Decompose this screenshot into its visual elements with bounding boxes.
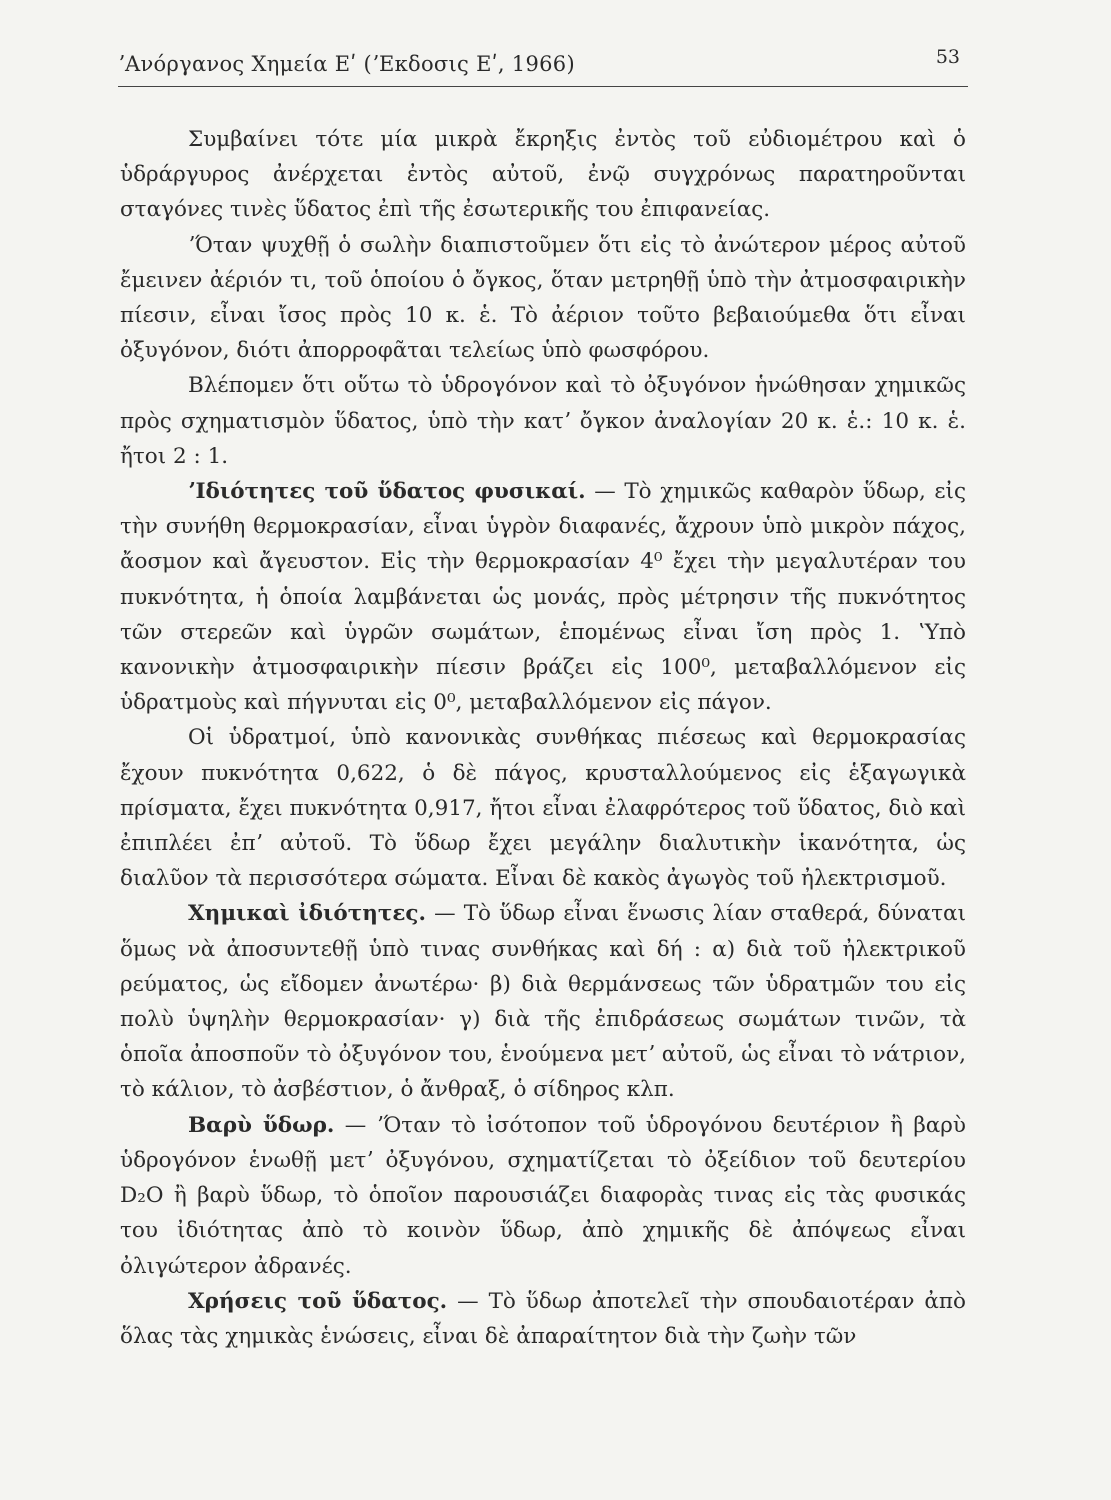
paragraph-heading: ʼΙδιότητες τοῦ ὕδατος φυσικαί. [188,479,586,505]
paragraph [120,720,966,896]
paragraph-text: Βλέπομεν ὅτι οὕτω τὸ ὑδρογόνον καὶ τὸ ὀξυγόνον ἡνώθησαν χημικῶς πρὸς σχηματισμὸν ὕδατος, ὑπὸ τὴν κατʼ ὄγκον ἀναλογίαν 20 κ. ἑ.: 10 κ. ἑ. ἤτοι 2 : 1. [120,373,966,469]
paragraph-text: Συμβαίνει τότε μία μικρὰ ἔκρηξις ἐντὸς τοῦ εὐδιομέτρου καὶ ὁ ὑδράργυρος ἀνέρχεται ἐντὸς αὐτοῦ, ἐνῷ συγχρόνως παρατηροῦνται σταγόνες τινὲς ὕδατος ἐπὶ τῆς ἐσωτερικῆς του ἐπιφανείας. [120,127,966,223]
paragraph [120,1108,966,1284]
paragraph [120,122,966,228]
paragraph-text: ʼΌταν ψυχθῇ ὁ σωλὴν διαπιστοῦμεν ὅτι εἰς τὸ ἀνώτερον μέρος αὐτοῦ ἔμεινεν ἀέριόν τι, τοῦ ὁποίου ὁ ὄγκος, ὅταν μετρηθῇ ὑπὸ τὴν ἀτμοσφαιρικὴν πίεσιν, εἶναι ἴσος πρὸς 10 κ. ἑ. Τὸ ἀέριον τοῦτο βεβαιούμεθα ὅτι εἶναι ὀξυγόνον, διότι ἀπορροφᾶται τελείως ὑπὸ φωσφόρου. [120,232,966,364]
body-text [120,122,966,1354]
paragraph-text: — ʼΌταν τὸ ἰσότοπον τοῦ ὑδρογόνου δευτέριον ἢ βαρὺ ὑδρογόνον ἑνωθῇ μετʼ ὀξυγόνου, σχηματίζεται τὸ ὀξείδιον τοῦ δευτερίου D₂O ἢ βαρὺ ὕδωρ, τὸ ὁποῖον παρουσιάζει διαφορὰς τινας εἰς τὰς φυσικάς του ἰδιότητας ἀπὸ τὸ κοινὸν ὕδωρ, ἀπὸ χημικῆς δὲ ἀπόψεως εἶναι ὀλιγώτερον ἀδρανές. [120,1112,966,1279]
page-header [118,46,968,87]
paragraph [120,228,966,369]
paragraph-text: — Τὸ χημικῶς καθαρὸν ὕδωρ, εἰς τὴν συνήθη θερμοκρασίαν, εἶναι ὑγρὸν διαφανές, ἄχρουν ὑπὸ μικρὸν πάχος, ἄοσμον καὶ ἄγευστον. Εἰς τὴν θερμοκρασίαν 4⁰ ἔχει τὴν μεγαλυτέραν του πυκνότητα, ἡ ὁποία λαμβάνεται ὡς μονάς, πρὸς μέτρησιν τῆς πυκνότητος τῶν στερεῶν καὶ ὑγρῶν σωμάτων, ἑπομένως εἶναι ἴση πρὸς 1. ʽΥπὸ κανονικὴν ἀτμοσφαιρικὴν πίεσιν βράζει εἰς 100⁰, μεταβαλλόμενον εἰς ὑδρατμοὺς καὶ πήγνυται εἰς 0⁰, μεταβαλλόμενον εἰς πάγον. [120,479,966,716]
paragraph [120,474,966,720]
paragraph-text: — Τὸ ὕδωρ ἀποτελεῖ τὴν σπουδαιοτέραν ἀπὸ ὅλας τὰς χημικὰς ἑνώσεις, εἶναι δὲ ἀπαραίτητον διὰ τὴν ζωὴν τῶν [120,1288,966,1349]
paragraph [120,1284,966,1354]
paragraph-heading: Χημικαὶ ἰδιότητες. [188,901,426,927]
page-number: 53 [935,46,960,68]
running-title: ʼΑνόργανος Χημεία Εʹ (ʼΕκδοσις Εʹ, 1966) [118,52,575,76]
paragraph [120,368,966,474]
paragraph-heading: Χρήσεις τοῦ ὕδατος. [188,1288,448,1314]
paragraph-text: Οἱ ὑδρατμοί, ὑπὸ κανονικὰς συνθήκας πιέσεως καὶ θερμοκρασίας ἔχουν πυκνότητα 0,622, ὁ δὲ πάγος, κρυσταλλούμενος εἰς ἑξαγωγικὰ πρίσματα, ἔχει πυκνότητα 0,917, ἤτοι εἶναι ἐλαφρότερος τοῦ ὕδατος, διὸ καὶ ἐπιπλέει ἐπʼ αὐτοῦ. Τὸ ὕδωρ ἔχει μεγάλην διαλυτικὴν ἱκανότητα, ὡς διαλῦον τὰ περισσότερα σώματα. Εἶναι δὲ κακὸς ἀγωγὸς τοῦ ἠλεκτρισμοῦ. [120,725,966,892]
paragraph-heading: Βαρὺ ὕδωρ. [188,1112,335,1138]
paragraph [120,896,966,1107]
paragraph-text: — Τὸ ὕδωρ εἶναι ἕνωσις λίαν σταθερά, δύναται ὅμως νὰ ἀποσυντεθῇ ὑπὸ τινας συνθήκας καὶ δή : α) διὰ τοῦ ἠλεκτρικοῦ ρεύματος, ὡς εἴδομεν ἀνωτέρω· β) διὰ θερμάνσεως τῶν ὑδρατμῶν του εἰς πολὺ ὑψηλὴν θερμοκρασίαν· γ) διὰ τῆς ἐπιδράσεως σωμάτων τινῶν, τὰ ὁποῖα ἀποσποῦν τὸ ὀξυγόνον του, ἑνούμενα μετʼ αὐτοῦ, ὡς εἶναι τὸ νάτριον, τὸ κάλιον, τὸ ἀσβέστιον, ὁ ἄνθραξ, ὁ σίδηρος κλπ. [120,901,966,1103]
